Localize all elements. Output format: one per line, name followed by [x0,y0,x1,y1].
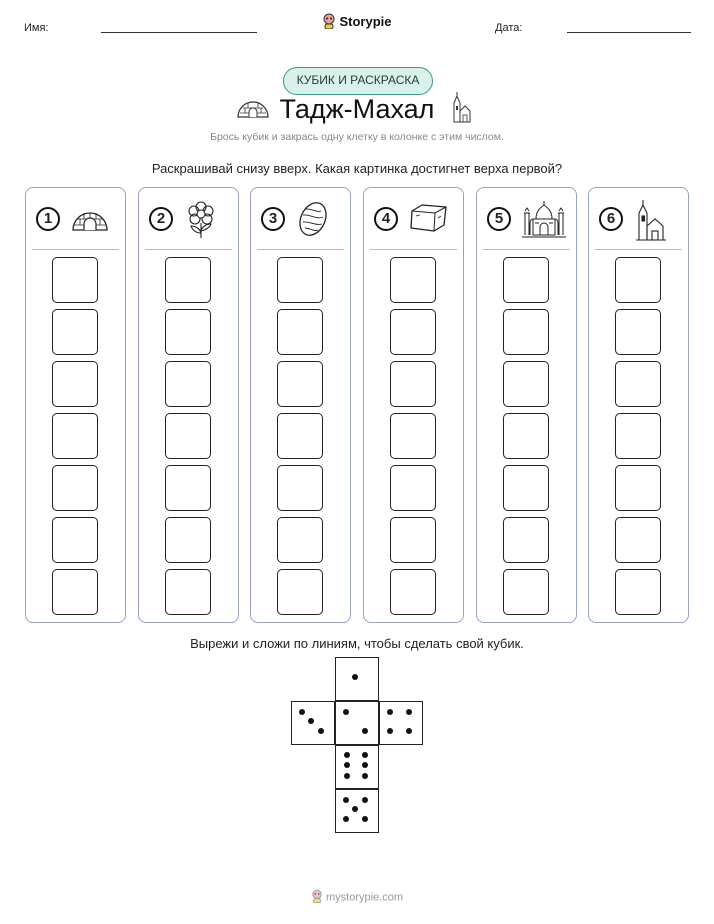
color-cell[interactable] [165,517,211,563]
color-cell[interactable] [165,413,211,459]
cut-instruction: Вырежи и сложи по линиям, чтобы сделать свой кубик. [190,636,524,651]
color-cell[interactable] [165,465,211,511]
pip [343,797,349,803]
color-cell[interactable] [615,517,661,563]
activity-badge: КУБИК И РАСКРАСКА [283,67,433,95]
pip [387,728,393,734]
pip [299,709,305,715]
color-cell[interactable] [277,413,323,459]
date-label: Дата: [495,22,523,34]
church-icon [448,91,472,128]
color-cell[interactable] [503,517,549,563]
pip [362,816,368,822]
color-cell[interactable] [503,569,549,615]
color-cell[interactable] [615,465,661,511]
color-cell[interactable] [52,413,98,459]
color-cell[interactable] [615,569,661,615]
pip [352,674,358,680]
column-divider [483,249,570,250]
color-cell[interactable] [503,361,549,407]
pip [362,752,368,758]
pip [308,718,314,724]
stone-icon [295,199,331,244]
column-number: 6 [599,207,623,231]
pip [344,762,350,768]
die-face-2 [335,701,379,745]
pip [344,773,350,779]
flower-icon [183,199,219,244]
mascot-icon [322,13,336,32]
column-number: 5 [487,207,511,231]
brand-logo [0,13,714,32]
taj-mahal-icon [521,199,567,244]
die-face-4 [379,701,423,745]
color-cell[interactable] [615,257,661,303]
column-number: 2 [149,207,173,231]
footer [0,889,714,906]
ice-block-icon [408,199,450,240]
die-face-6 [335,745,379,789]
page-title: Тадж-Махал [279,94,435,124]
church-icon [633,199,667,246]
color-cell[interactable] [615,413,661,459]
die-face-5 [335,789,379,833]
color-cell[interactable] [52,465,98,511]
dice-column-3 [250,187,351,623]
pip [406,728,412,734]
color-cell[interactable] [503,257,549,303]
column-number: 1 [36,207,60,231]
color-cell[interactable] [503,465,549,511]
name-label: Имя: [24,22,49,34]
color-cell[interactable] [390,257,436,303]
color-cell[interactable] [503,309,549,355]
color-cell[interactable] [503,413,549,459]
color-cell[interactable] [615,361,661,407]
color-cell[interactable] [615,309,661,355]
column-divider [595,249,682,250]
color-cell[interactable] [390,309,436,355]
pip [343,816,349,822]
color-cell[interactable] [52,257,98,303]
color-cell[interactable] [277,361,323,407]
pip [362,797,368,803]
pip [362,728,368,734]
pip [343,709,349,715]
color-cell[interactable] [165,257,211,303]
column-divider [32,249,119,250]
color-cell[interactable] [390,569,436,615]
column-divider [370,249,457,250]
column-number: 3 [261,207,285,231]
color-cell[interactable] [277,309,323,355]
color-cell[interactable] [277,569,323,615]
pip [344,752,350,758]
name-line [101,32,257,33]
color-cell[interactable] [390,517,436,563]
instruction-text: Раскрашивай снизу вверх. Какая картинка достигнет верха первой? [151,161,563,176]
die-face-1 [335,657,379,701]
color-cell[interactable] [277,517,323,563]
column-divider [145,249,232,250]
color-cell[interactable] [52,517,98,563]
color-cell[interactable] [277,257,323,303]
color-cell[interactable] [52,309,98,355]
pip [406,709,412,715]
color-cell[interactable] [390,361,436,407]
dice-column-1 [25,187,126,623]
color-cell[interactable] [52,361,98,407]
subtitle: Брось кубик и закрась одну клетку в колонке с этим числом. [210,131,504,143]
color-cell[interactable] [52,569,98,615]
pip [352,806,358,812]
pip [362,773,368,779]
color-cell[interactable] [165,361,211,407]
brand-name: Storypie [339,13,392,29]
color-cell[interactable] [165,569,211,615]
column-number: 4 [374,207,398,231]
igloo-icon [70,199,110,238]
dice-column-6 [588,187,689,623]
dice-column-4 [363,187,464,623]
dice-column-2 [138,187,239,623]
dice-column-5 [476,187,577,623]
die-face-3 [291,701,335,745]
color-cell[interactable] [390,413,436,459]
pip [362,762,368,768]
mascot-icon [311,889,323,906]
date-line [567,32,691,33]
column-divider [257,249,344,250]
color-cell[interactable] [390,465,436,511]
color-cell[interactable] [165,309,211,355]
footer-url[interactable]: mystorypie.com [325,891,404,904]
color-cell[interactable] [277,465,323,511]
pip [318,728,324,734]
pip [387,709,393,715]
